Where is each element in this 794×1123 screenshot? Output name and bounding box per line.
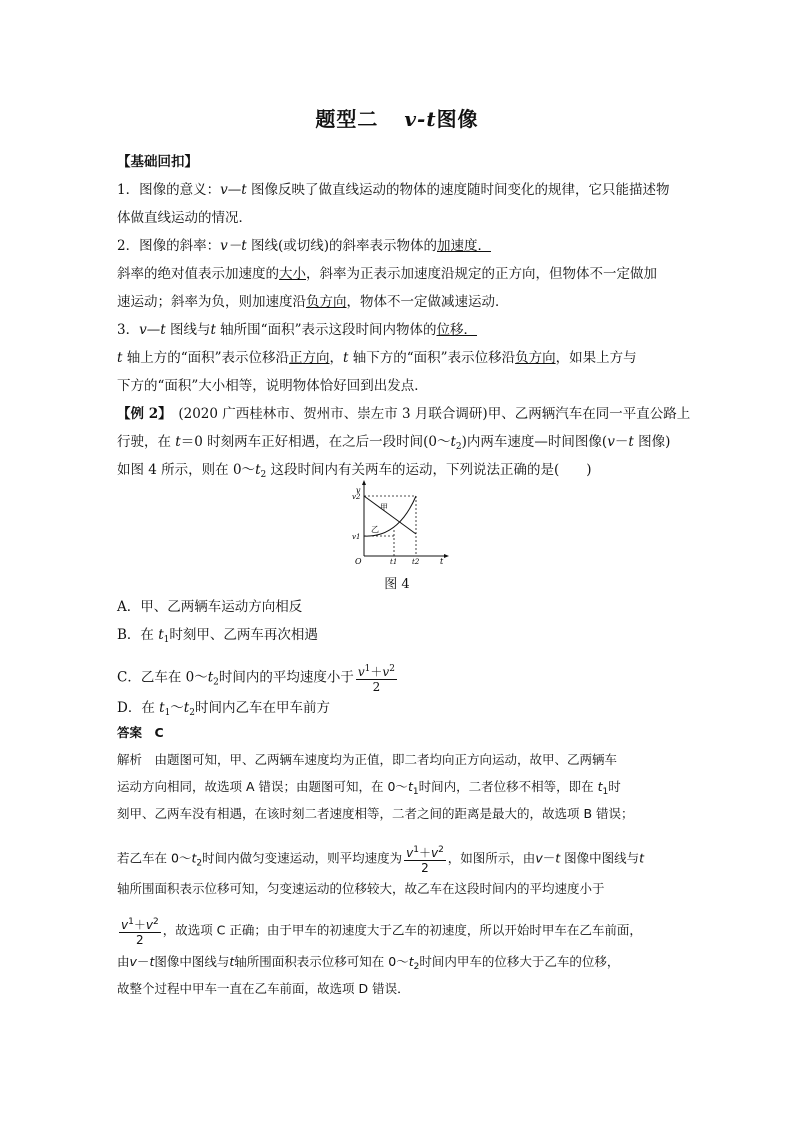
fraction-c: $\frac{v^1+v^2}{2}$ <box>357 664 395 694</box>
analysis-line6: $\frac{v^1+v^2}{2}$ ，故选项 C 正确；由于甲车的初速度大于乙车的初速度，所以开始时甲车在乙车前面， <box>121 917 642 947</box>
t1-label: t1 <box>390 558 398 566</box>
origin-label: O <box>355 557 362 566</box>
t-axis-label: t <box>440 557 444 566</box>
analysis-line3: 刻甲、乙两车没有相遇，在该时刻二者速度相等，二者之间的距离是最大的，故选项 B 错误； <box>117 806 634 821</box>
basics-p1-line2: 体做直线运动的情况． <box>117 210 252 226</box>
basics-p3-line1: 斜率的绝对值表示加速度的大小，斜率为正表示加速度沿规定的正方向，但物体不一定做加 <box>117 266 657 282</box>
page-title <box>0 103 794 132</box>
fraction-analysis-2: $\frac{v^1+v^2}{2}$ <box>121 917 159 947</box>
option-a: A．甲、乙两辆车运动方向相反 <box>117 599 303 615</box>
basics-p3-line2: 速运动；斜率为负，则加速度沿负方向，物体不一定做减速运动． <box>117 294 509 310</box>
basics-p5-line1: t 轴上方的“面积”表示位移沿正方向，t 轴下方的“面积”表示位移沿负方向，如果上方与 <box>117 350 637 366</box>
basics-p5-line2: 下方的“面积”大小相等，说明物体恰好回到出发点． <box>117 378 428 394</box>
v-axis-arrow <box>362 480 366 485</box>
title-prefix: 题型二 <box>315 107 379 131</box>
jia-label: 甲 <box>380 503 388 512</box>
analysis-line4: 若乙车在 $0\sim t_2$时间内做匀变速运动，则平均速度为 $\frac{v^1+v^2}{2}$ ，如图所示，由v－t 图像中图线与t <box>117 845 645 875</box>
example-line3: 如图 4 所示，则在 $0\sim t_2$ 这段时间内有关两车的运动，下列说法正确的是( ) <box>117 462 592 480</box>
option-c: C．乙车在 $0\sim t_2$时间内的平均速度小于 $\frac{v^1+v^2}{2}$ <box>117 664 395 694</box>
title-suffix: 图像 <box>436 107 479 131</box>
analysis-line5: 轴所围面积表示位移可知，匀变速运动的位移较大，故乙车在这段时间内的平均速度小于 <box>117 881 605 896</box>
basics-p4: 3．v—t 图线与t 轴所围“面积”表示这段时间内物体的位移． <box>117 322 477 338</box>
v2-label: v2 <box>352 493 361 501</box>
title-variable: v-t <box>404 107 437 131</box>
figure-caption: 图 4 <box>384 577 410 592</box>
fraction-analysis-1: $\frac{v^1+v^2}{2}$ <box>406 845 444 875</box>
v-axis-label: v <box>356 486 361 495</box>
answer: 答案 C <box>117 725 164 740</box>
t2-label: t2 <box>412 558 420 566</box>
option-d: D．在 $t_1\sim t_2$时间内乙车在甲车前方 <box>117 700 330 718</box>
analysis-line2: 运动方向相同，故选项 A 错误；由题图可知，在 $0\sim t_1$时间内，二者位移不相等，即在 $t_1$时 <box>117 779 621 797</box>
vt-graph-figure <box>352 480 452 566</box>
basics-p1-line1: 1．图像的意义：v—t 图像反映了做直线运动的物体的速度随时间变化的规律，它只能描述物 <box>117 182 670 198</box>
t-axis-arrow <box>444 554 449 558</box>
analysis-line7: 由v－t图像中图线与t轴所围面积表示位移可知在 $0\sim t_2$时间内甲车的位移大于乙车的位移， <box>117 954 620 972</box>
option-b: B．在 $t_1$时刻甲、乙两车再次相遇 <box>117 627 318 645</box>
basics-header: 【基础回扣】 <box>117 154 198 170</box>
example-line2: 行驶，在 t＝0 时刻两车正好相遇，在之后一段时间$(0\sim t_2)$内两车速度—时间图像(v－t 图像) <box>117 434 671 452</box>
example-line1: 【例 2】 (2020 广西桂林市、贺州市、崇左市 3 月联合调研)甲、乙两辆汽车在同一平直公路上 <box>117 406 691 422</box>
analysis-line8: 故整个过程中甲车一直在乙车前面，故选项 D 错误． <box>117 981 410 996</box>
basics-p2: 2．图像的斜率：v－t 图线(或切线)的斜率表示物体的加速度． <box>117 238 491 254</box>
v1-label: v1 <box>352 533 361 541</box>
analysis-line1: 解析 由题图可知，甲、乙两辆车速度均为正值，即二者均向正方向运动，故甲、乙两辆车 <box>117 752 618 767</box>
yi-label: 乙 <box>371 525 379 534</box>
